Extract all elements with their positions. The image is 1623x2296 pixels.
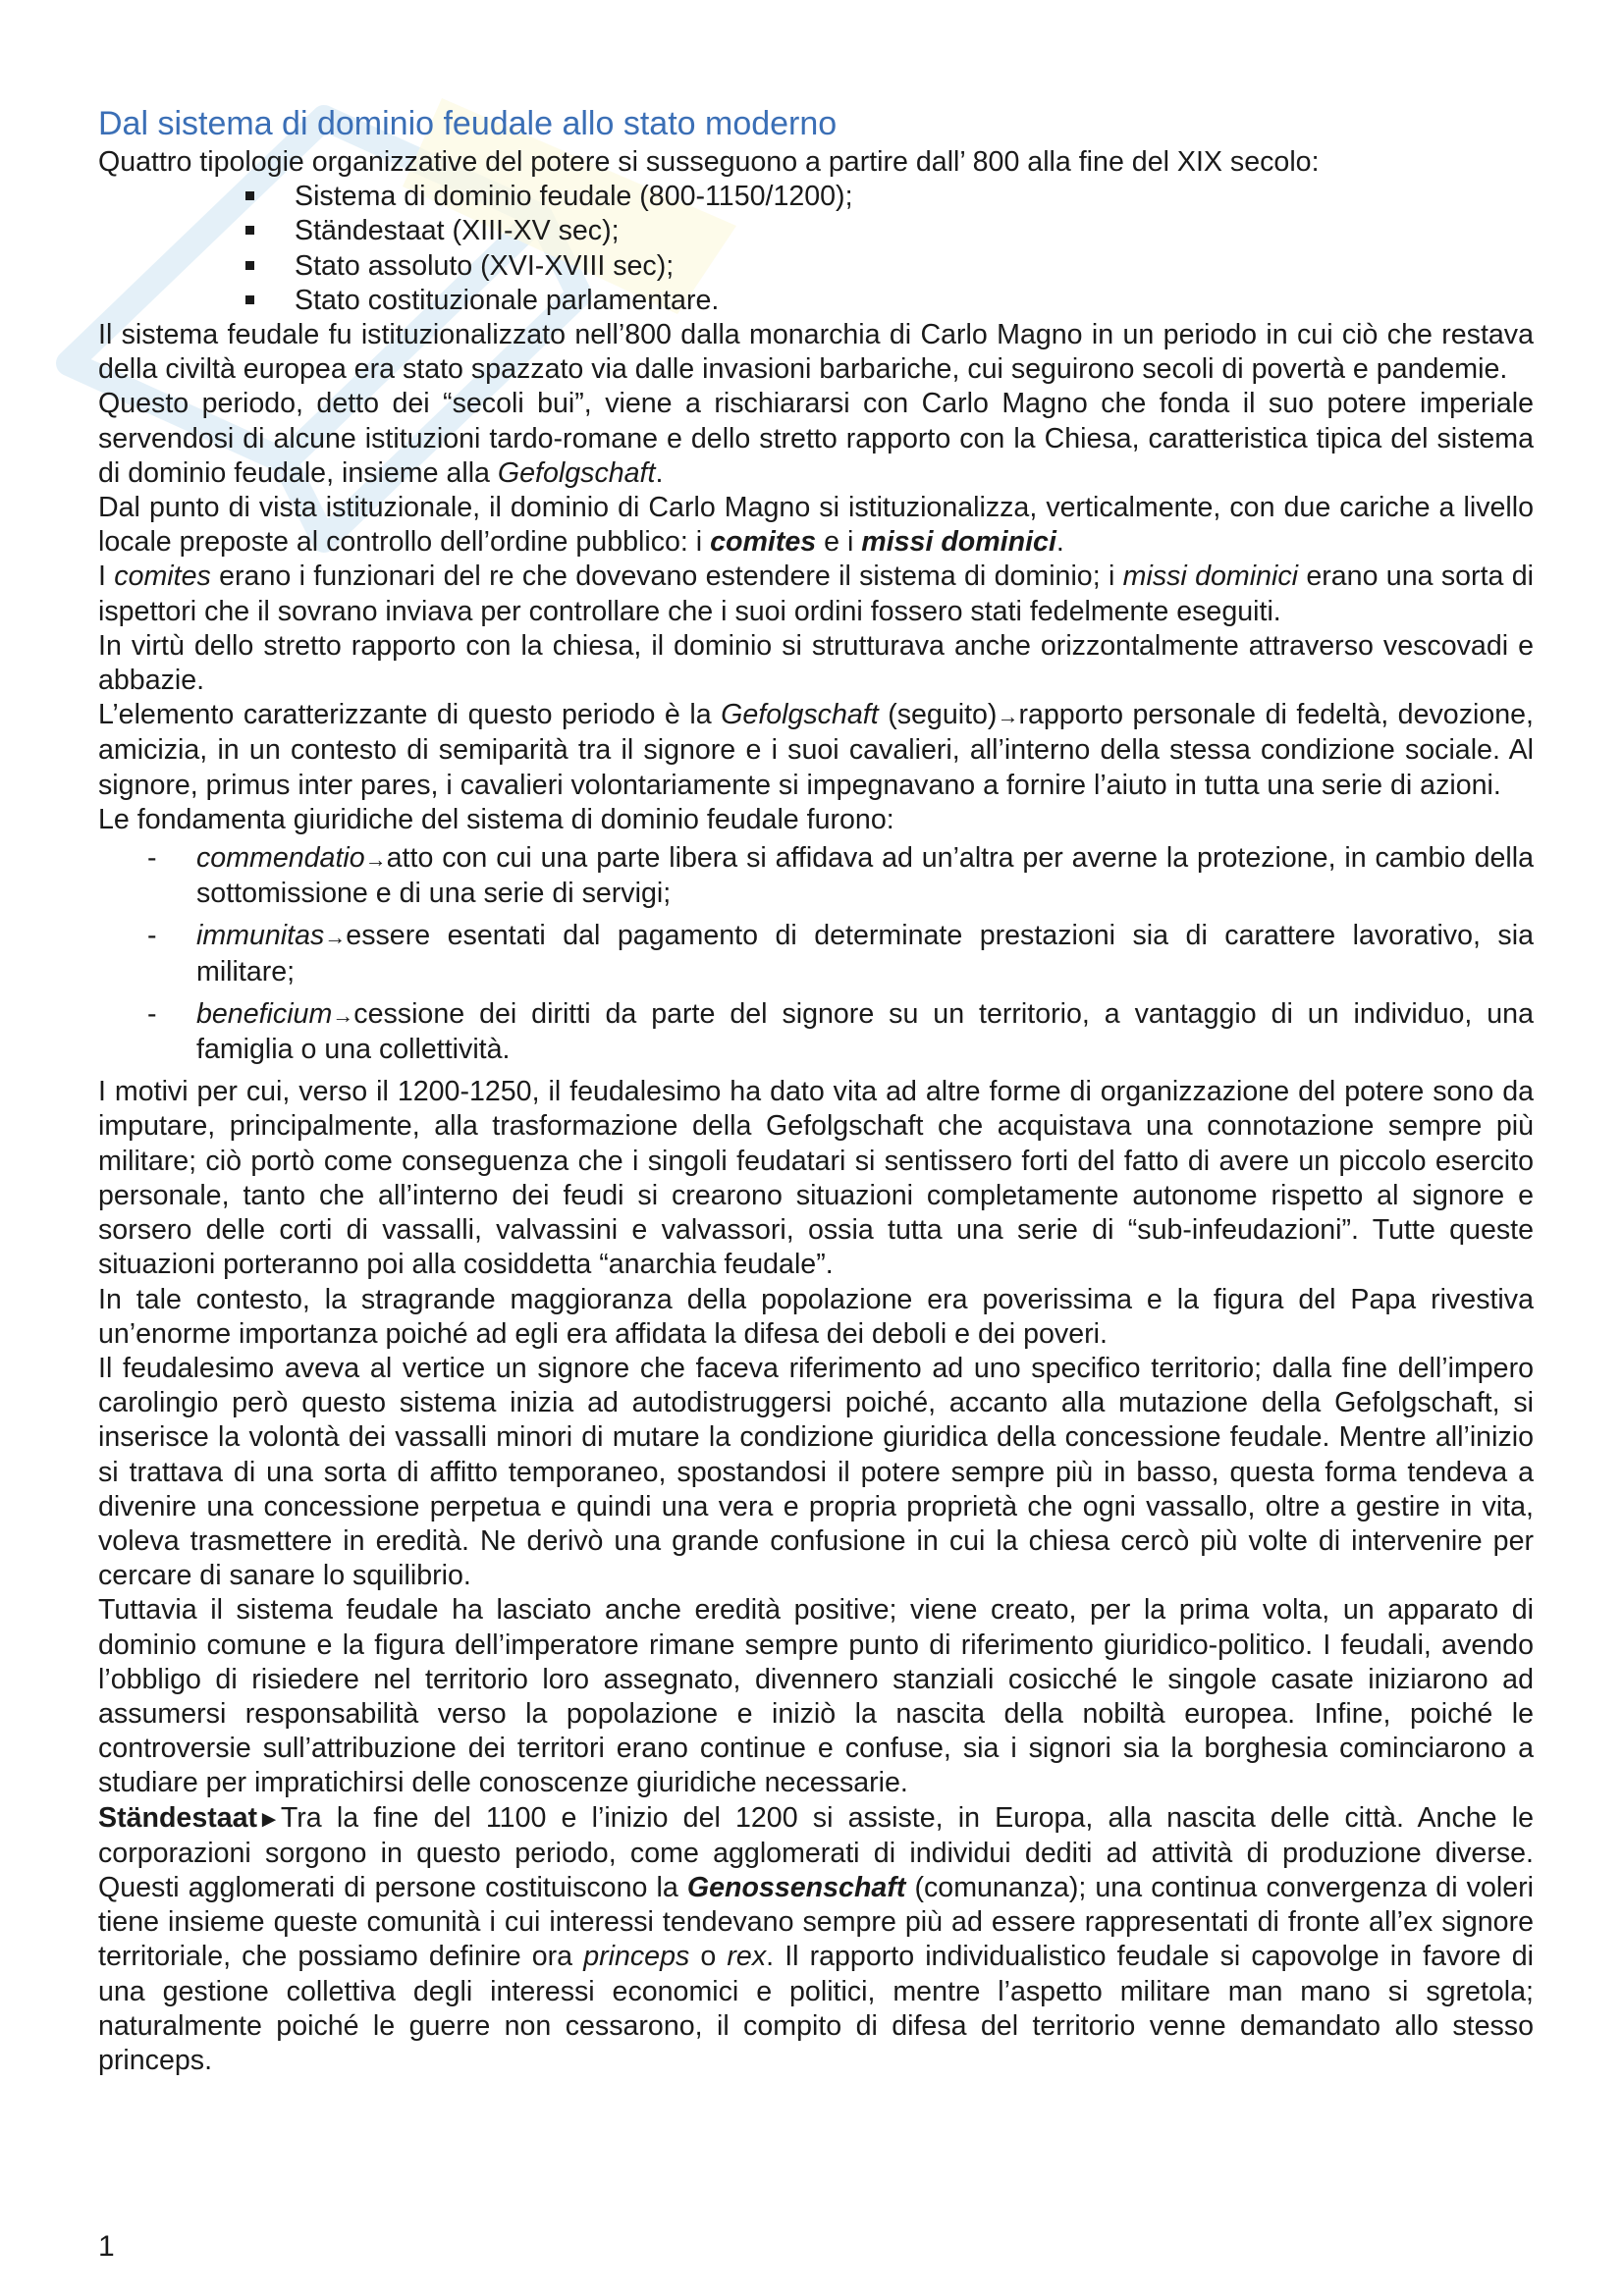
paragraph: Ständestaat►Tra la fine del 1100 e l’inizio del 1200 si assiste, in Europa, alla nascita delle città. Anche le corporazioni sorgono in questo periodo, come agglomerati di individui dediti ad attività di produzione diverse. Questi agglomerati di persone costituiscono la Genossenschaft (comunanza); una continua convergenza di voleri tiene insieme queste comunità i cui interessi tendevano sempre più ad essere rappresentati di fronte all’ex signore territoriale, che possiamo definire ora princeps o rex. Il rapporto individualistico feudale si capovolge in favore di una gestione collettiva degli interessi economici e politici, mentre l’aspetto militare man mano si sgretola; naturalmente poiché le guerre non cessarono, il compito di difesa del territorio venne demandato allo stesso princeps. [98, 1801, 1535, 2076]
list-item: Stato assoluto (XVI-XVIII sec); [245, 249, 1534, 284]
paragraph: I motivi per cui, verso il 1200-1250, il feudalesimo ha dato vita ad altre forme di organizzazione del potere sono da imputare, principalmente, alla trasformazione della Gefolgschaft che acquistava una connotazione sempre più militare; ciò portò come conseguenza che i singoli feudatari si sentissero forti del fatto di avere un piccolo esercito personale, tanto che all’interno dei feudi si crearono situazioni completamente autonome rispetto al signore e sorsero delle corti di vassalli, valvassini e valvassori, ossia tutta una serie di “sub-infeudazioni”. Tutte queste situazioni porteranno poi alla cosiddetta “anarchia feudale”. [98, 1076, 1534, 1281]
paragraph: I comites erano i funzionari del re che dovevano estendere il sistema di dominio; i missi dominici erano una sorta di ispettori che il sovrano inviava per controllare che i suoi ordini fossero stati fedelmente eseguiti. [98, 561, 1534, 627]
square-bullet-icon [245, 261, 254, 270]
dash-bullet-icon: - [147, 997, 157, 1030]
list-item: - immunitas→essere esentati dal pagamento di determinate prestazioni sia di carattere lavorativo, sia militare; [147, 920, 1534, 988]
dash-bullet-icon: - [147, 920, 157, 952]
document-body [98, 104, 1534, 2078]
right-arrow-icon: → [364, 847, 387, 873]
paragraph: Questo periodo, detto dei “secoli bui”, viene a rischiararsi con Carlo Magno che fonda il suo potere imperiale servendosi di alcune istituzioni tardo-romane e dello stretto rapporto con la Chiesa, caratteristica tipica del sistema di dominio feudale, insieme alla Gefolgschaft. [98, 388, 1534, 489]
list-item: Sistema di dominio feudale (800-1150/1200); [245, 180, 1534, 214]
right-arrow-icon: → [997, 704, 1019, 729]
paragraph: In tale contesto, la stragrande maggioranza della popolazione era poverissima e la figura del Papa rivestiva un’enorme importanza poiché ad egli era affidata la difesa dei deboli e dei poveri. [98, 1283, 1534, 1350]
square-bullet-icon [245, 226, 254, 235]
list-item: Stato costituzionale parlamentare. [245, 284, 1534, 318]
intro-paragraph: Quattro tipologie organizzative del potere si susseguono a partire dall’ 800 alla fine del XIX secolo: [98, 146, 1320, 178]
paragraph: Dal punto di vista istituzionale, il dominio di Carlo Magno si istituzionalizza, verticalmente, con due cariche a livello locale preposte al controllo dell’ordine pubblico: i comites e i missi dominici. [98, 492, 1534, 559]
list-item: - beneficium→cessione dei diritti da parte del signore su un territorio, a vantaggio di un individuo, una famiglia o una collettività. [147, 997, 1534, 1066]
right-arrow-icon: → [324, 925, 347, 950]
square-bullet-icon [245, 191, 254, 200]
paragraph: Le fondamenta giuridiche del sistema di dominio feudale furono: [98, 803, 894, 835]
paragraph: Il feudalesimo aveva al vertice un signore che faceva riferimento ad uno specifico territorio; dalla fine dell’impero carolingio però questo sistema inizia ad autodistruggersi poiché, accanto alla mutazione della Gefolgschaft, si inserisce la volontà dei vassalli minori di mutare la condizione giuridica della concessione feudale. Mentre all’inizio si trattava di una sorta di affitto temporaneo, spostandosi il potere sempre più in basso, questa forma tendeva a divenire una concessione perpetua e quindi una vera e propria proprietà che ogni vassallo, oltre a gestire in vita, voleva trasmettere in eredità. Ne derivò una grande confusione in cui la chiesa cercò più volte di intervenire per cercare di sanare lo squilibrio. [98, 1352, 1534, 1592]
square-bullet-icon [245, 295, 254, 304]
right-arrow-icon: → [332, 1002, 354, 1028]
paragraph: Tuttavia il sistema feudale ha lasciato anche eredità positive; viene creato, per la prima volta, un apparato di dominio comune e la figura dell’imperatore rimane sempre punto di riferimento giuridico-politico. I feudali, avendo l’obbligo di risiedere nel territorio loro assegnato, divennero stanziali cosicché le singole casate iniziarono ad assumersi responsabilità verso la popolazione e iniziò la nascita della nobiltà europea. Infine, poiché le controversie sull’attribuzione dei territori erano continue e confuse, sia i signori sia la borghesia cominciarono a studiare per impratichirsi delle conoscenze giuridiche necessarie. [98, 1594, 1534, 1799]
foundations-list [98, 841, 1534, 1067]
document-title: Dal sistema di dominio feudale allo stato moderno [98, 105, 838, 142]
page-number: 1 [98, 2230, 115, 2263]
dash-bullet-icon: - [147, 842, 157, 875]
list-item: Ständestaat (XIII-XV sec); [245, 214, 1534, 248]
paragraph: Il sistema feudale fu istituzionalizzato nell’800 dalla monarchia di Carlo Magno in un periodo in cui ciò che restava della civiltà europea era stato spazzato via dalle invasioni barbariche, cui seguirono secoli di povertà e pandemie. [98, 319, 1534, 386]
pointer-triangle-icon: ► [257, 1805, 281, 1833]
periods-list [98, 180, 1534, 318]
list-item: - commendatio→atto con cui una parte libera si affidava ad un’altra per averne la protezione, in cambio della sottomissione e di una serie di servigi; [147, 842, 1534, 910]
paragraph: In virtù dello stretto rapporto con la chiesa, il dominio si strutturava anche orizzontalmente attraverso vescovadi e abbazie. [98, 629, 1534, 697]
paragraph: L’elemento caratterizzante di questo periodo è la Gefolgschaft (seguito)→rapporto personale di fedeltà, devozione, amicizia, in un contesto di semiparità tra il signore e i suoi cavalieri, all’interno della stessa condizione sociale. Al signore, primus inter pares, i cavalieri volontariamente si impegnavano a fornire l’aiuto in tutta una serie di azioni. [98, 699, 1534, 801]
